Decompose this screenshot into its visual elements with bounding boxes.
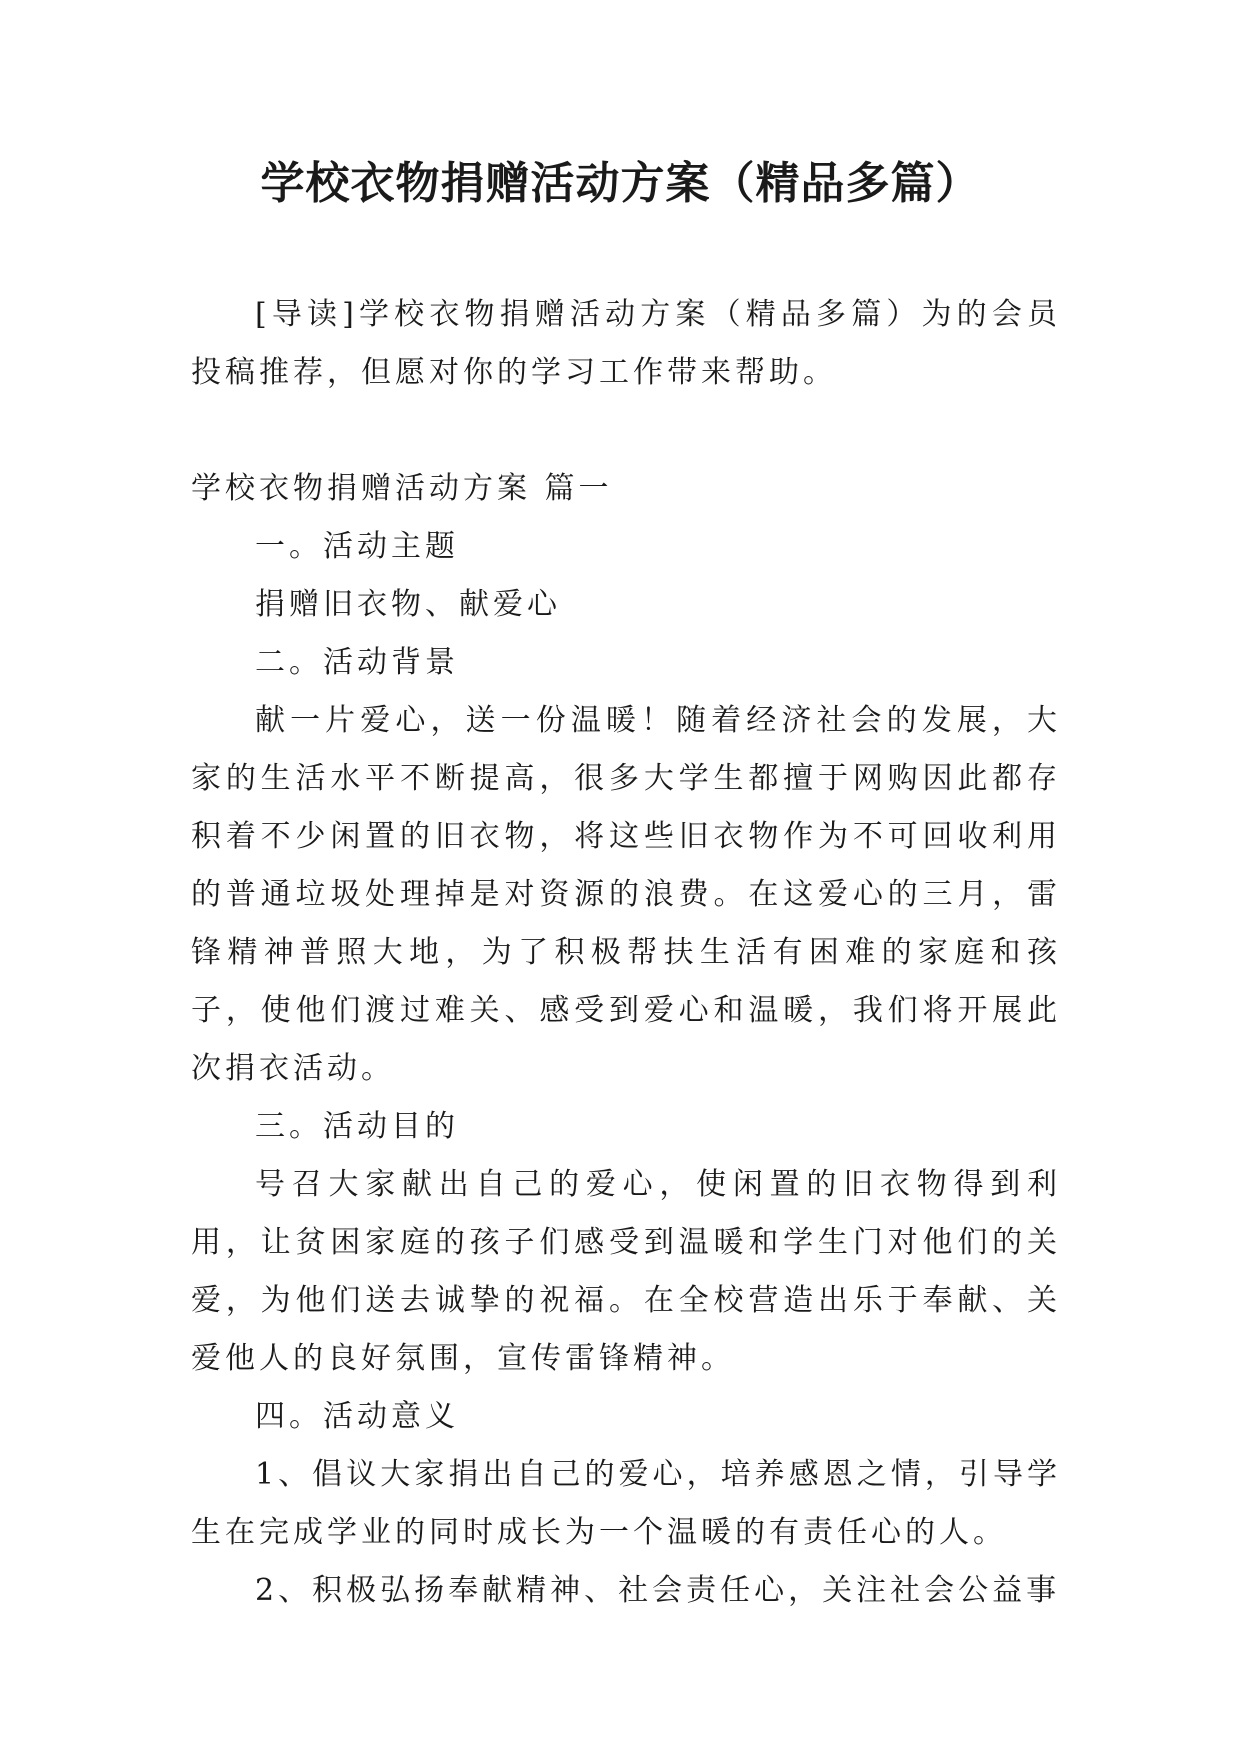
paragraph-background: 献一片爱心，送一份温暖！随着经济社会的发展，大家的生活水平不断提高，很多大学生都擅于网购因此都存积着不少闲置的旧衣物，将这些旧衣物作为不可回收利用的普通垃圾处理掉是对资源的浪费。在这爱心的三月，雷锋精神普照大地，为了积极帮扶生活有困难的家庭和孩子，使他们渡过难关、感受到爱心和温暖，我们将开展此次捐衣活动。 bbox=[191, 703, 1061, 1086]
document-body bbox=[191, 286, 1061, 1620]
paragraph-theme: 捐赠旧衣物、献爱心 bbox=[255, 587, 561, 622]
subheading-significance: 四。活动意义 bbox=[255, 1399, 459, 1434]
intro-paragraph: [导读]学校衣物捐赠活动方案（精品多篇）为的会员投稿推荐，但愿对你的学习工作带来帮助。 bbox=[191, 297, 1061, 390]
paragraph-significance-1: 1、倡议大家捐出自己的爱心，培养感恩之情，引导学生在完成学业的同时成长为一个温暖的有责任心的人。 bbox=[191, 1457, 1061, 1550]
subheading-background: 二。活动背景 bbox=[255, 645, 459, 680]
document-title: 学校衣物捐赠活动方案（精品多篇） bbox=[260, 158, 981, 209]
subheading-theme: 一。活动主题 bbox=[255, 529, 459, 564]
paragraph-significance-2: 2、积极弘扬奉献精神、社会责任心，关注社会公益事 bbox=[255, 1573, 1061, 1608]
paragraph-purpose: 号召大家献出自己的爱心，使闲置的旧衣物得到利用，让贫困家庭的孩子们感受到温暖和学生门对他们的关爱，为他们送去诚挚的祝福。在全校营造出乐于奉献、关爱他人的良好氛围，宣传雷锋精神。 bbox=[191, 1167, 1061, 1376]
section-heading: 学校衣物捐赠活动方案 篇一 bbox=[191, 471, 613, 506]
subheading-purpose: 三。活动目的 bbox=[255, 1109, 459, 1144]
